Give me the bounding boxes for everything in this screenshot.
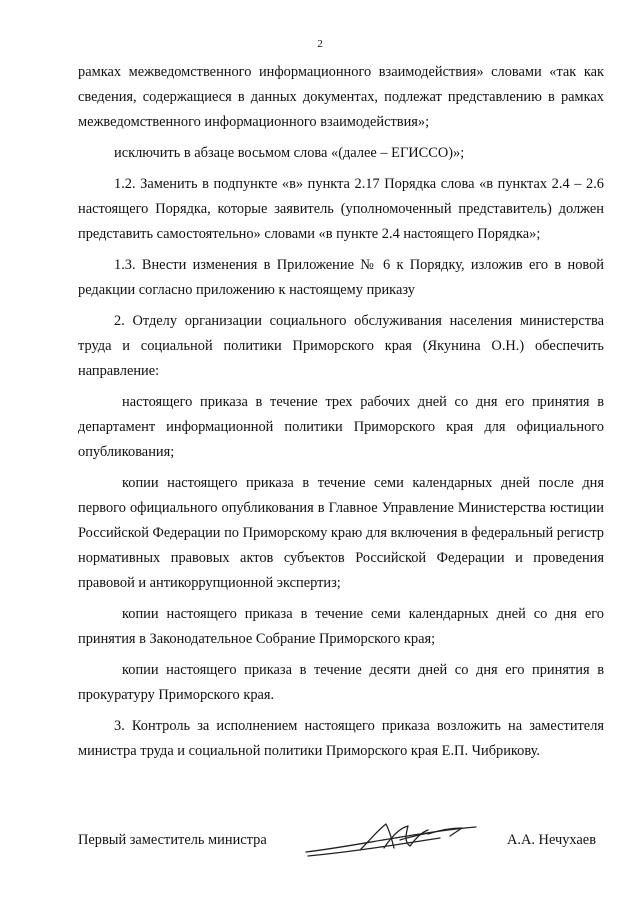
paragraph-prosecutor: копии настоящего приказа в течение десяти дней со дня его принятия в прокуратуру Приморского края.	[78, 662, 604, 703]
paragraph-2: 2. Отделу организации социального обслуживания населения министерства труда и социальной политики Приморского края (Якунина О.Н.) обеспечить направление:	[78, 313, 604, 379]
paragraph-publication: настоящего приказа в течение трех рабочих дней со дня его принятия в департамент информационной политики Приморского края для официального опубликования;	[78, 394, 604, 460]
paragraph-ministry-justice: копии настоящего приказа в течение семи календарных дней после дня первого официального опубликования в Главное Управление Министерства юстиции Российской Федерации по Приморскому краю для включения в федеральный регистр нормативных правовых актов субъектов Российской Федерации и проведения правовой и антикоррупционной экспертиз;	[78, 475, 604, 591]
document-body	[78, 60, 604, 764]
page-number: 2	[317, 38, 323, 50]
paragraph-1-3: 1.3. Внести изменения в Приложение № 6 к Порядку, изложив его в новой редакции согласно приложению к настоящему приказу	[78, 257, 604, 298]
signatory-title: Первый заместитель министра	[78, 832, 267, 848]
paragraph-exclude-egisso: исключить в абзаце восьмом слова «(далее – ЕГИССО)»;	[114, 145, 465, 161]
handwritten-signature	[300, 818, 480, 862]
paragraph-3: 3. Контроль за исполнением настоящего приказа возложить на заместителя министра труда и социальной политики Приморского края Е.П. Чибрикову.	[78, 718, 604, 759]
signature-block	[78, 818, 604, 862]
paragraph-legislative-assembly: копии настоящего приказа в течение семи календарных дней со дня его принятия в Законодательное Собрание Приморского края;	[78, 606, 604, 647]
signatory-name: А.А. Нечухаев	[506, 832, 596, 848]
paragraph-1-2: 1.2. Заменить в подпункте «в» пункта 2.17 Порядка слова «в пунктах 2.4 – 2.6 настоящего Порядка, которые заявитель (уполномоченный представитель) должен представить самостоятельно» словами «в пункте 2.4 настоящего Порядка»;	[78, 176, 604, 242]
paragraph-continuation: рамках межведомственного информационного взаимодействия» словами «так как сведения, содержащиеся в данных документах, подлежат представлению в рамках межведомственного информационного взаимодействия»;	[78, 64, 604, 130]
